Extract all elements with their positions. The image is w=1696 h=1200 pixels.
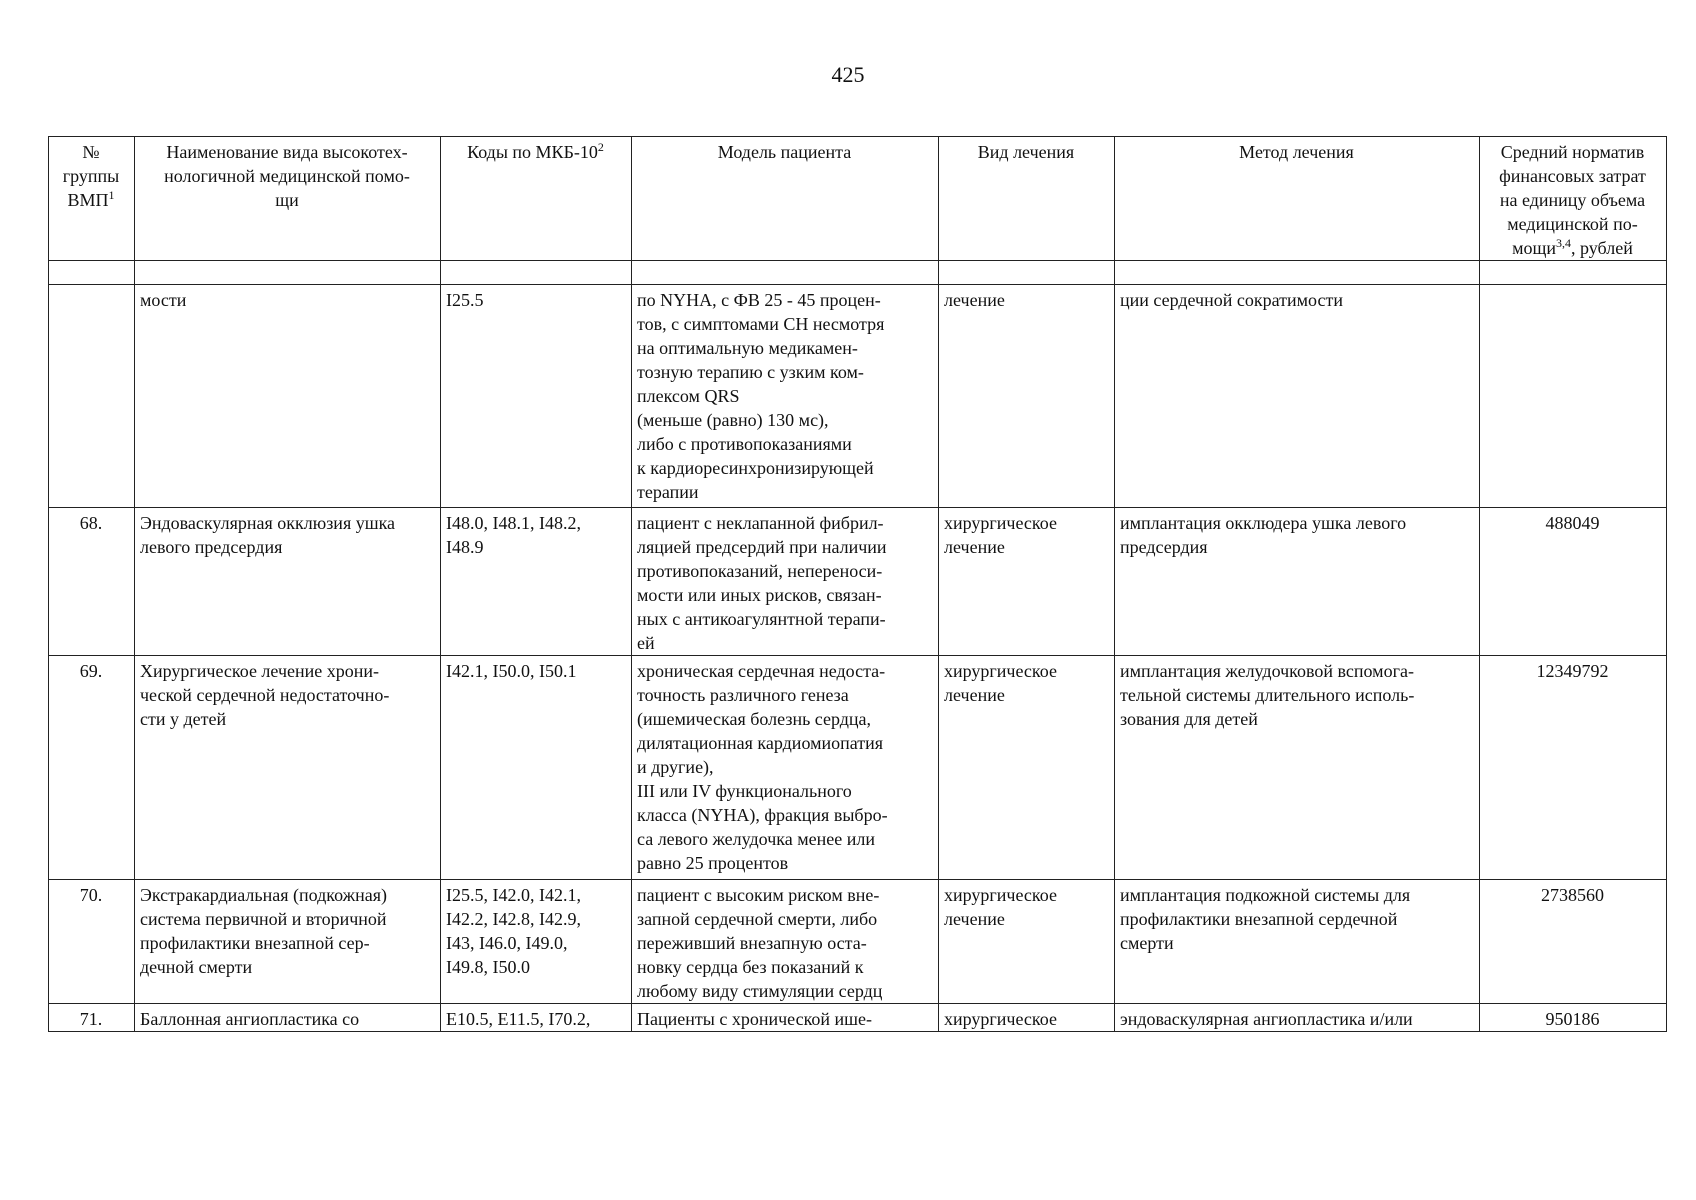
cell-name: мости — [135, 285, 441, 508]
cell-icd-codes: I25.5 — [441, 285, 632, 508]
cell-name: Экстракардиальная (подкожная) система первичной и вторичной профилактики внезапной сер- дечной смерти — [135, 880, 441, 1004]
cell-patient-model: пациент с неклапанной фибрил- ляцией предсердий при наличии противопоказаний, непереноси- мости или иных рисков, связан- ных с антикоагулянтной терапи- ей — [632, 508, 939, 656]
cell-patient-model: по NYHA, с ФВ 25 - 45 процен- тов, с симптомами СН несмотря на оптимальную медикамен- тозную терапию с узким ком- плексом QRS (меньше (равно) 130 мс), либо с противопоказаниями к кардиоресинхронизирующей терапии — [632, 285, 939, 508]
cell-treatment-method: ции сердечной сократимости — [1115, 285, 1480, 508]
header-patient-model: Модель пациента — [632, 137, 939, 261]
header-average-cost: Средний норматив финансовых затрат на единицу объема медицинской по- мощи$^{3,4}$, рублей — [1480, 137, 1667, 261]
cell-average-cost: 488049 — [1480, 508, 1667, 656]
cell-average-cost: 12349792 — [1480, 656, 1667, 880]
spacer-cell — [441, 261, 632, 285]
cell-icd-codes: E10.5, E11.5, I70.2, — [441, 1004, 632, 1032]
cell-treatment-type: хирургическое лечение — [939, 508, 1115, 656]
cell-name: Эндоваскулярная окклюзия ушка левого предсердия — [135, 508, 441, 656]
cell-treatment-type: лечение — [939, 285, 1115, 508]
cell-icd-codes: I42.1, I50.0, I50.1 — [441, 656, 632, 880]
page-number: 425 — [831, 62, 865, 87]
cell-patient-model: пациент с высоким риском вне- запной сердечной смерти, либо переживший внезапную оста- новку сердца без показаний к любому виду стимуляции сердц — [632, 880, 939, 1004]
spacer-cell — [49, 261, 135, 285]
header-treatment-method: Метод лечения — [1115, 137, 1480, 261]
header-name: Наименование вида высокотех- нологичной медицинской помо- щи — [135, 137, 441, 261]
spacer-cell — [1480, 261, 1667, 285]
table-header-spacer-row — [49, 261, 1667, 285]
cell-group-number: 70. — [49, 880, 135, 1004]
header-treatment-type: Вид лечения — [939, 137, 1115, 261]
header-group-number: № группы ВМП$^1$ — [49, 137, 135, 261]
cell-treatment-type: хирургическое лечение — [939, 880, 1115, 1004]
cell-treatment-type: хирургическое — [939, 1004, 1115, 1032]
cell-average-cost: 2738560 — [1480, 880, 1667, 1004]
cell-icd-codes: I48.0, I48.1, I48.2, I48.9 — [441, 508, 632, 656]
table-row — [49, 1004, 1667, 1032]
cell-patient-model: хроническая сердечная недоста- точность различного генеза (ишемическая болезнь сердца, дилятационная кардиомиопатия и другие), III или IV функционального класса (NYHA), фракция выбро- са левого желудочка менее или равно 25 процентов — [632, 656, 939, 880]
spacer-cell — [1115, 261, 1480, 285]
cell-icd-codes: I25.5, I42.0, I42.1, I42.2, I42.8, I42.9, I43, I46.0, I49.0, I49.8, I50.0 — [441, 880, 632, 1004]
table-row — [49, 656, 1667, 880]
cell-average-cost — [1480, 285, 1667, 508]
cell-treatment-method: эндоваскулярная ангиопластика и/или — [1115, 1004, 1480, 1032]
cell-patient-model: Пациенты с хронической ише- — [632, 1004, 939, 1032]
cell-average-cost: 950186 — [1480, 1004, 1667, 1032]
table-row — [49, 285, 1667, 508]
cell-name: Баллонная ангиопластика со — [135, 1004, 441, 1032]
header-icd-codes: Коды по МКБ-$10^2$ — [441, 137, 632, 261]
spacer-cell — [939, 261, 1115, 285]
cell-treatment-method: имплантация окклюдера ушка левого предсердия — [1115, 508, 1480, 656]
cell-name: Хирургическое лечение хрони- ческой сердечной недостаточно- сти у детей — [135, 656, 441, 880]
cell-treatment-method: имплантация желудочковой вспомога- тельной системы длительного исполь- зования для детей — [1115, 656, 1480, 880]
table-row — [49, 508, 1667, 656]
cell-group-number: 68. — [49, 508, 135, 656]
table-row — [49, 880, 1667, 1004]
table-header-row — [49, 137, 1667, 261]
cell-group-number — [49, 285, 135, 508]
cell-group-number: 69. — [49, 656, 135, 880]
cell-group-number: 71. — [49, 1004, 135, 1032]
spacer-cell — [135, 261, 441, 285]
vmp-table — [48, 136, 1667, 1032]
cell-treatment-method: имплантация подкожной системы для профилактики внезапной сердечной смерти — [1115, 880, 1480, 1004]
spacer-cell — [632, 261, 939, 285]
cell-treatment-type: хирургическое лечение — [939, 656, 1115, 880]
